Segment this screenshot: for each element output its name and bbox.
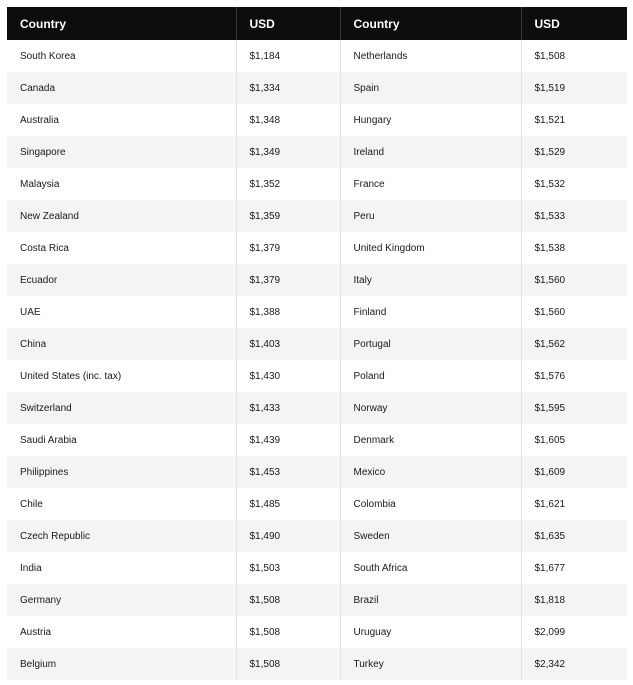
table-row [7, 584, 627, 616]
table-row [7, 392, 627, 424]
usd-left-cell: $1,439 [236, 424, 340, 456]
usd-left-cell: $1,334 [236, 72, 340, 104]
usd-right-cell: $1,595 [521, 392, 627, 424]
usd-right-cell: $1,677 [521, 552, 627, 584]
usd-right-cell: $1,609 [521, 456, 627, 488]
usd-right-cell: $1,562 [521, 328, 627, 360]
country-right-cell: Uruguay [340, 616, 521, 648]
table-row [7, 456, 627, 488]
country-left-cell: South Korea [7, 40, 236, 72]
usd-right-cell: $1,560 [521, 296, 627, 328]
country-left-cell: Malaysia [7, 168, 236, 200]
table-row [7, 296, 627, 328]
usd-left-cell: $1,379 [236, 264, 340, 296]
price-table [7, 7, 627, 680]
usd-left-cell: $1,349 [236, 136, 340, 168]
table-row [7, 200, 627, 232]
usd-right-cell: $1,529 [521, 136, 627, 168]
country-right-cell: Turkey [340, 648, 521, 680]
usd-right-cell: $1,576 [521, 360, 627, 392]
country-right-cell: Netherlands [340, 40, 521, 72]
country-right-cell: Denmark [340, 424, 521, 456]
usd-right-cell: $1,538 [521, 232, 627, 264]
table-row [7, 360, 627, 392]
table-row [7, 232, 627, 264]
table-row [7, 328, 627, 360]
country-right-cell: France [340, 168, 521, 200]
country-left-cell: India [7, 552, 236, 584]
usd-right-cell: $1,532 [521, 168, 627, 200]
usd-right-cell: $1,519 [521, 72, 627, 104]
country-left-cell: Austria [7, 616, 236, 648]
table-row [7, 520, 627, 552]
country-left-cell: Chile [7, 488, 236, 520]
usd-left-cell: $1,453 [236, 456, 340, 488]
country-left-cell: United States (inc. tax) [7, 360, 236, 392]
table-row [7, 616, 627, 648]
usd-right-cell: $1,560 [521, 264, 627, 296]
usd-left-cell: $1,359 [236, 200, 340, 232]
country-right-cell: Ireland [340, 136, 521, 168]
usd-right-cell: $1,605 [521, 424, 627, 456]
usd-right-cell: $1,818 [521, 584, 627, 616]
country-right-cell: South Africa [340, 552, 521, 584]
country-right-cell: Peru [340, 200, 521, 232]
usd-right-cell: $1,521 [521, 104, 627, 136]
country-right-cell: Portugal [340, 328, 521, 360]
usd-left-cell: $1,388 [236, 296, 340, 328]
country-left-cell: Canada [7, 72, 236, 104]
country-right-cell: Sweden [340, 520, 521, 552]
country-left-cell: Australia [7, 104, 236, 136]
usd-left-cell: $1,184 [236, 40, 340, 72]
country-left-cell: China [7, 328, 236, 360]
header-country-right: Country [340, 7, 521, 40]
country-left-cell: New Zealand [7, 200, 236, 232]
country-right-cell: Colombia [340, 488, 521, 520]
usd-left-cell: $1,490 [236, 520, 340, 552]
usd-left-cell: $1,508 [236, 648, 340, 680]
country-left-cell: Germany [7, 584, 236, 616]
usd-right-cell: $2,099 [521, 616, 627, 648]
table-row [7, 424, 627, 456]
usd-right-cell: $1,635 [521, 520, 627, 552]
table-row [7, 136, 627, 168]
usd-right-cell: $1,533 [521, 200, 627, 232]
usd-left-cell: $1,508 [236, 616, 340, 648]
table-body [7, 40, 627, 680]
country-left-cell: Belgium [7, 648, 236, 680]
header-row [7, 7, 627, 40]
usd-left-cell: $1,503 [236, 552, 340, 584]
table-row [7, 72, 627, 104]
table-header [7, 7, 627, 40]
country-right-cell: Mexico [340, 456, 521, 488]
country-left-cell: UAE [7, 296, 236, 328]
usd-left-cell: $1,430 [236, 360, 340, 392]
usd-right-cell: $2,342 [521, 648, 627, 680]
country-left-cell: Saudi Arabia [7, 424, 236, 456]
table-row [7, 648, 627, 680]
usd-left-cell: $1,485 [236, 488, 340, 520]
usd-left-cell: $1,403 [236, 328, 340, 360]
table-row [7, 264, 627, 296]
header-usd-right: USD [521, 7, 627, 40]
country-left-cell: Switzerland [7, 392, 236, 424]
country-right-cell: Brazil [340, 584, 521, 616]
header-usd-left: USD [236, 7, 340, 40]
country-left-cell: Czech Republic [7, 520, 236, 552]
usd-left-cell: $1,508 [236, 584, 340, 616]
country-left-cell: Singapore [7, 136, 236, 168]
usd-right-cell: $1,508 [521, 40, 627, 72]
country-right-cell: Finland [340, 296, 521, 328]
table-row [7, 552, 627, 584]
usd-left-cell: $1,348 [236, 104, 340, 136]
country-right-cell: Hungary [340, 104, 521, 136]
table-row [7, 104, 627, 136]
usd-left-cell: $1,352 [236, 168, 340, 200]
country-left-cell: Ecuador [7, 264, 236, 296]
table-row [7, 488, 627, 520]
country-left-cell: Costa Rica [7, 232, 236, 264]
country-right-cell: Spain [340, 72, 521, 104]
usd-left-cell: $1,379 [236, 232, 340, 264]
price-table-container [7, 7, 627, 680]
country-right-cell: Italy [340, 264, 521, 296]
country-right-cell: United Kingdom [340, 232, 521, 264]
country-left-cell: Philippines [7, 456, 236, 488]
table-row [7, 168, 627, 200]
usd-left-cell: $1,433 [236, 392, 340, 424]
header-country-left: Country [7, 7, 236, 40]
country-right-cell: Norway [340, 392, 521, 424]
table-row [7, 40, 627, 72]
country-right-cell: Poland [340, 360, 521, 392]
usd-right-cell: $1,621 [521, 488, 627, 520]
